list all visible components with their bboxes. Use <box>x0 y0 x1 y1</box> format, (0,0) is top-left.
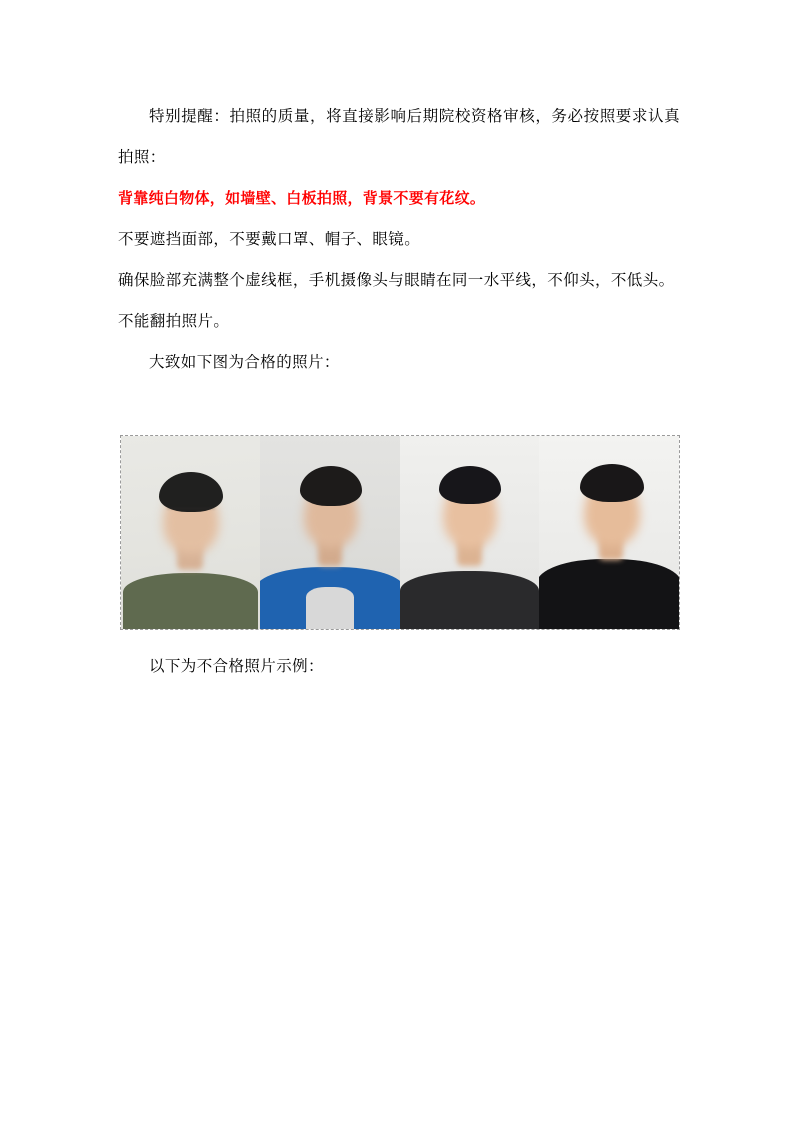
unqualified-section <box>118 646 680 687</box>
sample-photo-1 <box>121 436 260 629</box>
person-clothing <box>123 573 258 629</box>
person-clothing <box>400 571 539 629</box>
no-rephoto-paragraph: 不能翻拍照片。 <box>118 312 230 330</box>
person-hair <box>580 464 644 502</box>
glasses-icon <box>167 508 215 509</box>
fill-frame-paragraph: 确保脸部充满整个虚线框，手机摄像头与眼睛在同一水平线，不仰头，不低头。 <box>118 271 675 289</box>
person-clothing <box>539 559 679 629</box>
sample-photo-3 <box>400 436 539 629</box>
sample-photo-2 <box>260 436 400 629</box>
sample-photo-4 <box>539 436 679 629</box>
qualified-photo-samples <box>120 435 680 630</box>
no-cover-paragraph: 不要遮挡面部，不要戴口罩、帽子、眼镜。 <box>118 230 421 248</box>
person-hair <box>439 466 501 504</box>
person-inner-shirt <box>306 587 354 629</box>
warning-paragraph: 背靠纯白物体，如墙壁、白板拍照，背景不要有花纹。 <box>118 189 486 207</box>
qualified-caption: 大致如下图为合格的照片： <box>149 353 340 371</box>
unqualified-caption: 以下为不合格照片示例： <box>149 657 324 675</box>
instructions-block <box>118 96 680 383</box>
person-hair <box>300 466 362 506</box>
person-hair <box>159 472 223 512</box>
reminder-paragraph: 特别提醒：拍照的质量，将直接影响后期院校资格审核，务必按照要求认真拍照： <box>118 107 680 166</box>
